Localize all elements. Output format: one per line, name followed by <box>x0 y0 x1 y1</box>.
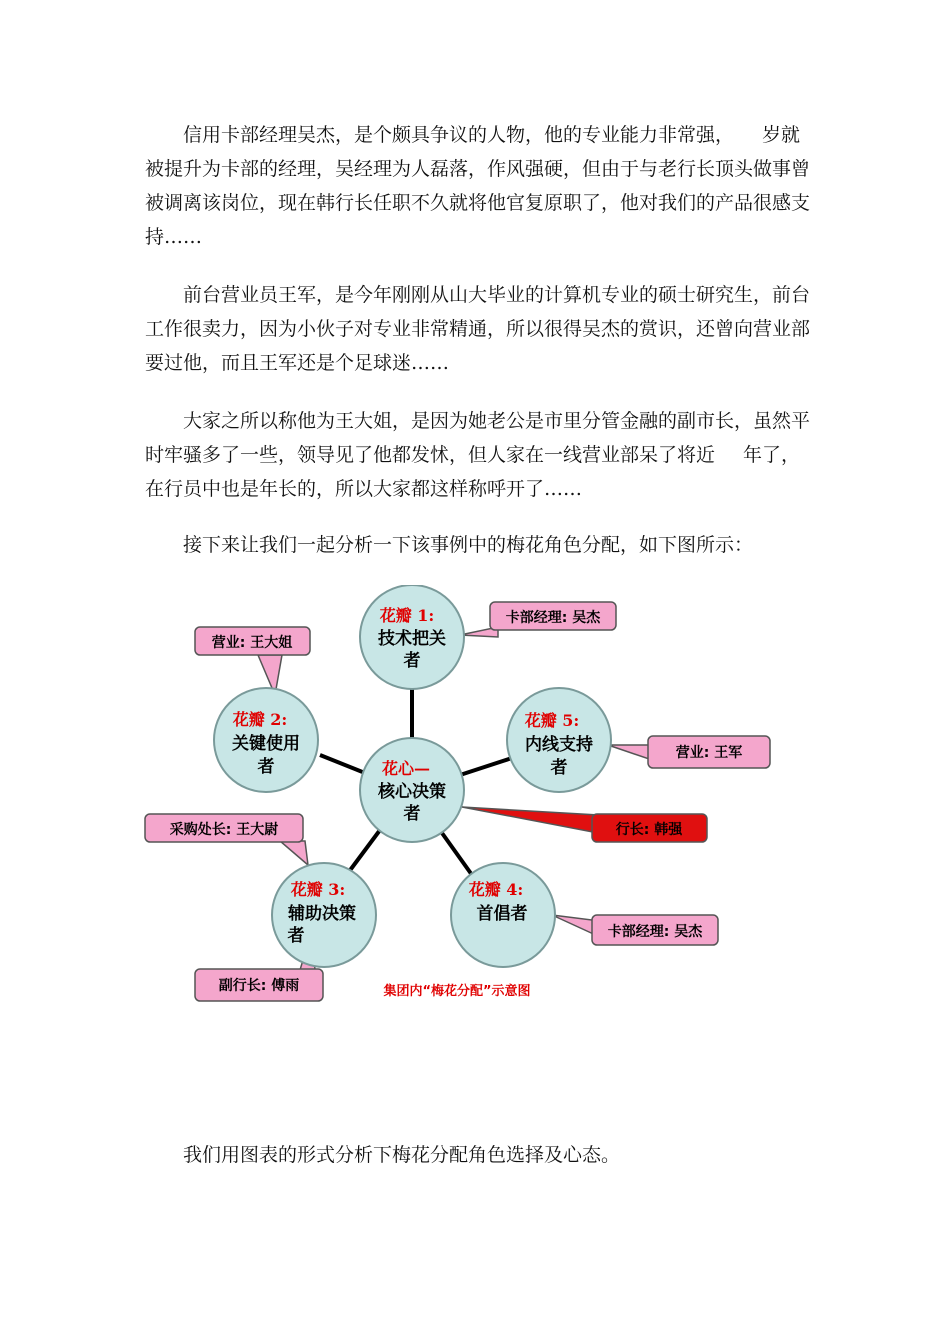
plum-blossom-diagram <box>140 585 780 1015</box>
callout-business-wangjun <box>608 736 770 768</box>
paragraph-text: 大家之所以称他为王大姐，是因为她老公是市里分管金融的副市长，虽然平时牢骚多了一些，领导见了他都发怵，但人家在一线营业部呆了将近 <box>145 410 811 466</box>
petal-4-head: 花瓣 4: <box>468 880 524 899</box>
petal-5 <box>507 688 611 792</box>
callout-text: 采购处长: 王大尉 <box>169 822 279 838</box>
petal-3-head: 花瓣 3: <box>290 880 346 899</box>
petal-1-head: 花瓣 1: <box>379 606 435 625</box>
petal-2-line1: 关键使用 <box>232 734 300 754</box>
petal-5-line1: 内线支持 <box>525 735 593 755</box>
callout-text: 行长: 韩强 <box>615 822 683 838</box>
callout-card-manager-2 <box>552 915 718 945</box>
callout-text: 营业: 王军 <box>675 745 743 761</box>
center-line1: 核心决策 <box>378 782 446 802</box>
paragraph-text: 年了，在行员中也是年长的，所以大家都这样称呼开了…… <box>145 444 801 500</box>
paragraph-text: 信用卡部经理吴杰，是个颇具争议的人物，他的专业能力非常强， <box>183 124 735 146</box>
callout-text: 卡部经理: 吴杰 <box>607 924 703 940</box>
paragraph-closing <box>145 1138 810 1172</box>
petal-3-line1: 辅助决策 <box>288 904 356 924</box>
callout-text: 卡部经理: 吴杰 <box>505 610 601 626</box>
diagram-caption: 集团内“梅花分配”示意图 <box>383 984 531 999</box>
petal-2 <box>214 688 318 792</box>
callout-card-manager-1 <box>460 602 616 637</box>
callout-text: 副行长: 傅雨 <box>218 978 300 994</box>
paragraph-text: 我们用图表的形式分析下梅花分配角色选择及心态。 <box>183 1144 621 1166</box>
callout-text: 营业: 王大姐 <box>211 635 293 651</box>
petal-4 <box>451 863 555 967</box>
petal-3-line2: 者 <box>287 926 305 946</box>
petal-3 <box>272 863 376 967</box>
callout-business-wangdajie <box>195 627 310 695</box>
paragraph-text: 前台营业员王军，是今年刚刚从山大毕业的计算机专业的硕士研究生，前台工作很卖力，因为小伙子对专业非常精通，所以很得吴杰的赏识，还曾向营业部要过他，而且王军还是个足球迷…… <box>145 284 811 374</box>
paragraph-intro-diagram <box>145 528 810 562</box>
petal-2-line2: 者 <box>257 757 275 777</box>
callout-purchasing <box>145 814 308 865</box>
petal-2-head: 花瓣 2: <box>232 710 288 729</box>
paragraph-wangdajie <box>145 404 810 506</box>
core-center <box>360 738 464 842</box>
petal-1-line1: 技术把关 <box>378 629 446 649</box>
callout-president <box>462 807 707 842</box>
petal-1-line2: 者 <box>403 651 421 671</box>
paragraph-text: 岁就被提升为卡部的经理，吴经理为人磊落，作风强硬，但由于与老行长顶头做事曾被调离该岗位，现在韩行长任职不久就将他官复原职了，他对我们的产品很感支持…… <box>145 124 811 248</box>
petal-4-line1: 首倡者 <box>476 904 528 924</box>
petal-5-line2: 者 <box>550 758 568 778</box>
paragraph-text: 接下来让我们一起分析一下该事例中的梅花角色分配，如下图所示： <box>183 534 754 556</box>
petal-5-head: 花瓣 5: <box>524 711 580 730</box>
paragraph-wujie <box>145 118 810 254</box>
petal-1 <box>360 585 464 689</box>
paragraph-wangjun <box>145 278 810 380</box>
center-head: 花心— <box>381 759 431 778</box>
center-line2: 者 <box>403 804 421 824</box>
